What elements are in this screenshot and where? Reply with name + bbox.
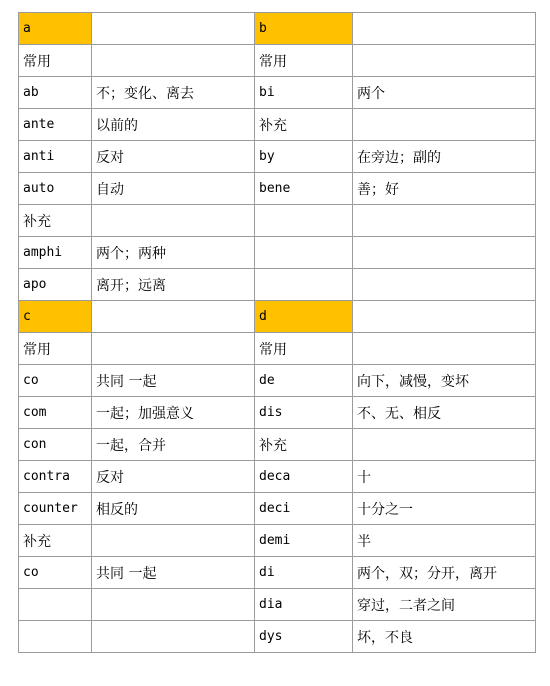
meaning-cell[interactable]: 一起，合并: [92, 429, 255, 461]
prefix-letter-cell[interactable]: b: [255, 13, 353, 45]
category-label-cell[interactable]: 常用: [19, 45, 92, 77]
category-label-cell[interactable]: 补充: [19, 205, 92, 237]
prefix-cell[interactable]: dia: [255, 589, 353, 621]
meaning-cell[interactable]: 穿过，二者之间: [353, 589, 536, 621]
meaning-cell[interactable]: 两个，双；分开，离开: [353, 557, 536, 589]
empty-cell[interactable]: [92, 589, 255, 621]
empty-cell[interactable]: [255, 269, 353, 301]
prefix-cell[interactable]: di: [255, 557, 353, 589]
prefix-cell[interactable]: amphi: [19, 237, 92, 269]
empty-cell[interactable]: [19, 589, 92, 621]
meaning-cell[interactable]: 在旁边；副的: [353, 141, 536, 173]
category-label-cell[interactable]: 补充: [19, 525, 92, 557]
section-header-row: [19, 13, 536, 45]
empty-cell[interactable]: [92, 333, 255, 365]
prefix-cell[interactable]: deca: [255, 461, 353, 493]
prefix-cell[interactable]: ab: [19, 77, 92, 109]
prefix-cell[interactable]: apo: [19, 269, 92, 301]
prefix-letter-cell[interactable]: a: [19, 13, 92, 45]
category-label-cell[interactable]: 补充: [255, 429, 353, 461]
meaning-cell[interactable]: 反对: [92, 461, 255, 493]
empty-cell[interactable]: [353, 301, 536, 333]
prefix-cell[interactable]: bene: [255, 173, 353, 205]
empty-cell[interactable]: [353, 205, 536, 237]
prefix-cell[interactable]: bi: [255, 77, 353, 109]
meaning-cell[interactable]: 坏，不良: [353, 621, 536, 653]
empty-cell[interactable]: [353, 269, 536, 301]
category-label-cell[interactable]: 常用: [255, 45, 353, 77]
prefix-cell[interactable]: demi: [255, 525, 353, 557]
meaning-cell[interactable]: 以前的: [92, 109, 255, 141]
prefix-letter-cell[interactable]: d: [255, 301, 353, 333]
meaning-cell[interactable]: 共同 一起: [92, 365, 255, 397]
meaning-cell[interactable]: 半: [353, 525, 536, 557]
meaning-cell[interactable]: 离开；远离: [92, 269, 255, 301]
meaning-cell[interactable]: 向下，减慢，变坏: [353, 365, 536, 397]
empty-cell[interactable]: [92, 525, 255, 557]
prefix-cell[interactable]: counter: [19, 493, 92, 525]
meaning-cell[interactable]: 不；变化、离去: [92, 77, 255, 109]
meaning-cell[interactable]: 共同 一起: [92, 557, 255, 589]
prefix-cell[interactable]: con: [19, 429, 92, 461]
category-label-cell[interactable]: 常用: [255, 333, 353, 365]
table-row: [19, 365, 536, 397]
prefix-cell[interactable]: auto: [19, 173, 92, 205]
empty-cell[interactable]: [353, 333, 536, 365]
empty-cell[interactable]: [353, 13, 536, 45]
table-row: [19, 237, 536, 269]
meaning-cell[interactable]: 反对: [92, 141, 255, 173]
meaning-cell[interactable]: 善；好: [353, 173, 536, 205]
table-row: [19, 557, 536, 589]
prefix-table: [18, 12, 536, 653]
prefix-cell[interactable]: co: [19, 365, 92, 397]
empty-cell[interactable]: [255, 205, 353, 237]
table-row: [19, 397, 536, 429]
empty-cell[interactable]: [255, 237, 353, 269]
meaning-cell[interactable]: 两个；两种: [92, 237, 255, 269]
empty-cell[interactable]: [353, 109, 536, 141]
meaning-cell[interactable]: 一起；加强意义: [92, 397, 255, 429]
prefix-cell[interactable]: anti: [19, 141, 92, 173]
meaning-cell[interactable]: 相反的: [92, 493, 255, 525]
empty-cell[interactable]: [92, 205, 255, 237]
prefix-cell[interactable]: by: [255, 141, 353, 173]
empty-cell[interactable]: [92, 13, 255, 45]
table-row: [19, 429, 536, 461]
prefix-cell[interactable]: ante: [19, 109, 92, 141]
table-row: [19, 45, 536, 77]
prefix-cell[interactable]: dis: [255, 397, 353, 429]
table-row: [19, 461, 536, 493]
table-row: [19, 173, 536, 205]
category-label-cell[interactable]: 常用: [19, 333, 92, 365]
table-row: [19, 269, 536, 301]
empty-cell[interactable]: [353, 237, 536, 269]
meaning-cell[interactable]: 自动: [92, 173, 255, 205]
prefix-cell[interactable]: com: [19, 397, 92, 429]
empty-cell[interactable]: [353, 45, 536, 77]
meaning-cell[interactable]: 十: [353, 461, 536, 493]
empty-cell[interactable]: [92, 45, 255, 77]
table-row: [19, 109, 536, 141]
category-label-cell[interactable]: 补充: [255, 109, 353, 141]
table-row: [19, 621, 536, 653]
table-row: [19, 525, 536, 557]
empty-cell[interactable]: [92, 621, 255, 653]
meaning-cell[interactable]: 不、无、相反: [353, 397, 536, 429]
table-row: [19, 77, 536, 109]
table-row: [19, 589, 536, 621]
prefix-cell[interactable]: co: [19, 557, 92, 589]
empty-cell[interactable]: [353, 429, 536, 461]
table-row: [19, 141, 536, 173]
meaning-cell[interactable]: 两个: [353, 77, 536, 109]
prefix-cell[interactable]: de: [255, 365, 353, 397]
section-header-row: [19, 301, 536, 333]
empty-cell[interactable]: [19, 621, 92, 653]
table-row: [19, 333, 536, 365]
meaning-cell[interactable]: 十分之一: [353, 493, 536, 525]
empty-cell[interactable]: [92, 301, 255, 333]
prefix-cell[interactable]: contra: [19, 461, 92, 493]
prefix-cell[interactable]: deci: [255, 493, 353, 525]
prefix-letter-cell[interactable]: c: [19, 301, 92, 333]
table-row: [19, 493, 536, 525]
table-row: [19, 205, 536, 237]
prefix-cell[interactable]: dys: [255, 621, 353, 653]
